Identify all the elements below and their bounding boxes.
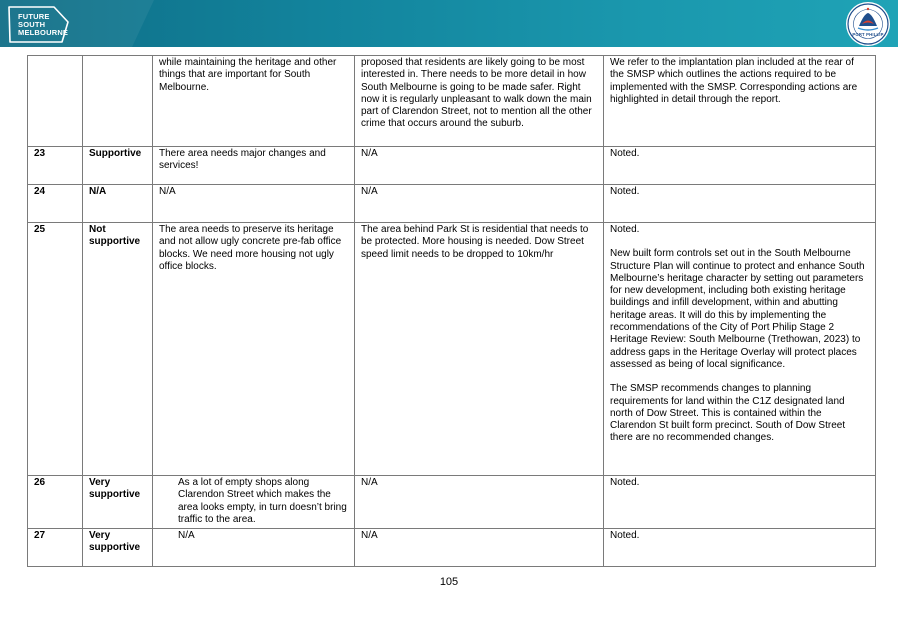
response-text: Noted. [610,224,640,235]
city-of-port-phillip-seal [846,2,890,46]
response-cell [604,147,876,185]
row-number: 27 [28,529,83,567]
table-row [28,529,876,567]
logo-line-2: SOUTH [18,20,46,29]
response-cell [604,56,876,147]
comment-cell: There area needs major changes and services! [153,147,355,185]
seal-emblem-icon [846,2,890,46]
support-level [83,56,153,147]
comment-cell: N/A [153,529,355,567]
comment-cell: The area needs to preserve its heritage and not allow ugly concrete pre-fab office blocks. We need more housing not ugly office blocks. [153,223,355,476]
row-number: 25 [28,223,83,476]
row-number [28,56,83,147]
support-level: Supportive [83,147,153,185]
other-feedback-cell: N/A [355,476,604,529]
comment-cell: As a lot of empty shops along Clarendon Street which makes the area looks empty, in turn doesn’t bring traffic to the area. [153,476,355,529]
support-level: N/A [83,185,153,223]
response-cell [604,185,876,223]
response-cell [604,223,876,476]
response-cell [604,529,876,567]
other-feedback-cell: proposed that residents are likely going to be most interested in. There needs to be more detail in how South Melbourne is going to be made safer. Right now it is regularly unpleasant to walk down the main part of Clarendon Street, not to mention all the other crime that occurs around the suburb. [355,56,604,147]
logo-text [18,13,68,37]
comment-cell: N/A [153,185,355,223]
logo-line-1: FUTURE [18,12,50,21]
page-number: 105 [439,576,459,588]
other-feedback-cell: The area behind Park St is residential that needs to be protected. More housing is needed. Dow Street speed limit needs to be dropped to 10km/hr [355,223,604,476]
support-level: Very supportive [83,529,153,567]
response-text: Noted. [610,148,640,159]
other-feedback-cell: N/A [355,529,604,567]
other-feedback-cell: N/A [355,147,604,185]
feedback-table [27,55,876,567]
other-feedback-cell: N/A [355,185,604,223]
response-text: Noted. [610,530,640,542]
logo-line-3: MELBOURNE [18,28,69,37]
response-text: We refer to the implantation plan included at the rear of the SMSP which outlines the actions required to be implemented with the SMSP. Corresponding actions are highlighted in detail through the report. [610,57,858,105]
response-text: The SMSP recommends changes to planning requirements for land within the C1Z designated land north of Dow Street. This is contained within the Clarendon St built form precinct. South of Dow Street there are no recommended changes. [610,383,846,444]
row-number: 24 [28,185,83,223]
table-row [28,56,876,147]
table-row [28,185,876,223]
comment-cell: while maintaining the heritage and other things that are important for South Melbourne. [153,56,355,147]
table-row [28,147,876,185]
seal-text: PORT PHILLIP [852,32,884,37]
header-banner [0,0,898,47]
response-text: Noted. [610,477,640,488]
table-row [28,223,876,476]
future-south-melbourne-logo [6,4,76,44]
support-level: Not supportive [83,223,153,476]
row-number: 23 [28,147,83,185]
support-level: Very supportive [83,476,153,529]
response-text: New built form controls set out in the South Melbourne Structure Plan will continue to protect and enhance South Melbourne’s heritage character by setting out parameters for new development, including both existing heritage buildings and infill development, within and abutting heritage areas. It will do this by implementing the recommendations of the City of Port Philip Stage 2 Heritage Review: South Melbourne (Trethowan, 2023) to address gaps in the Heritage Overlay will protect places assessed as being of local significance. [610,248,865,370]
response-text: Noted. [610,186,640,197]
response-cell [604,476,876,529]
table-row [28,476,876,529]
row-number: 26 [28,476,83,529]
